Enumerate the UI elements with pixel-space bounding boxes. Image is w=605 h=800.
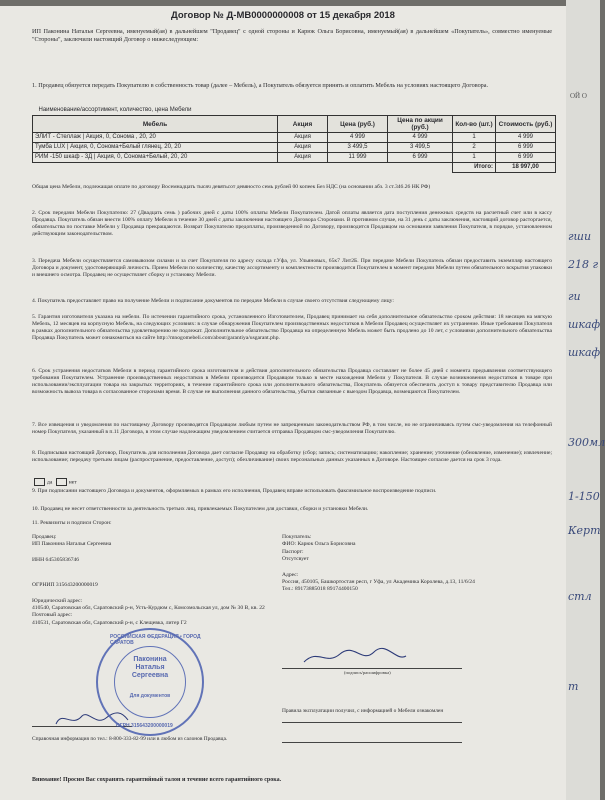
cell-qty: 2: [453, 143, 496, 153]
cell-item: ЭЛИТ - Стеллаж | Акция, 0, Сонома , 20, 20: [33, 133, 278, 143]
side-print-text: ОЙ О: [570, 92, 587, 100]
preamble: ИП Паконина Наталья Сергеевна, именуемый(ая) в дальнейшем "Продавец" с одной стороны и Карюк Ольга Борисовна, именуемый(ая) в дальнейшем «Покупатель», совместно именуемые "Стороны", заключили настоящий Договор о нижеследующем:: [32, 28, 552, 43]
header-cell: Кол-во (шт.): [453, 116, 496, 133]
cell-promo: Акция: [278, 143, 328, 153]
consent-no-label: нет: [68, 479, 77, 486]
cell-qty: 1: [453, 153, 496, 163]
side-note: гши: [568, 230, 592, 243]
buyer-label: Покупатель:: [282, 534, 312, 540]
header-cell: Цена по акции (руб.): [388, 116, 453, 133]
clause-2: 2. Срок передачи Мебели Покупателю: 27 (Двадцать семь ) рабочих дней с даты 100% оплаты Мебели Покупателем. Датой оплаты является дата поступления денежных средств на расчетный счет или в кассу Продавца. Покупатель обязан внести 100% оплату Мебели в течение 30 дней с даты заключения настоящего Договора Сторонами. В противном случае, на 31 день с даты заключения, настоящий договор расторгается, обязательства по поставке Мебели у Продавца прекращаются. Возврат Покупателю предоплаты, произведенной по Договору, производится Продавцом на основании заявления Покупателя, в порядке, установленном действующим законодательством.: [32, 210, 552, 237]
side-note: стл: [568, 590, 592, 603]
total-label: Итого:: [453, 163, 496, 173]
clause-7: 7. Все извещения и уведомления по настоящему Договору производятся Продавцом любым путем не запрещенным законодательством РФ, в том числе, но не ограничиваясь путем смс-уведомления на телефонный номер Покупателя, указанный в п.11 Договора, в этом случае надлежащим уведомлением считается отправка Продавцом смс-уведомления Покупателю.: [32, 422, 552, 435]
stamp-name: Паконина Наталья Сергеевна: [131, 656, 169, 679]
buyer-signature: [300, 646, 410, 668]
consent-no-checkbox[interactable]: [56, 478, 67, 486]
seller-label: Продавец:: [32, 534, 57, 540]
buyer-addr-label: Адрес:: [282, 571, 299, 578]
table-row: [33, 143, 556, 153]
clause-9: 9. При подписании настоящего Договора и документов, оформляемых в рамках его исполнения, Продавец вправе использовать факсимильное воспроизведение подписи.: [32, 488, 437, 494]
side-note: шкаф: [568, 346, 601, 359]
seller-legal-addr-label: Юридический адрес:: [32, 597, 83, 604]
table-row: [33, 133, 556, 143]
seller-name: ИП Паконина Наталья Сергеевна: [32, 541, 112, 548]
buyer-name: ФИО: Карюк Ольга Борисовна: [282, 541, 356, 548]
signature-caption: (подпись/расшифровка): [344, 670, 391, 675]
side-note: т: [568, 680, 579, 693]
total-text: Общая цена Мебели, подлежащая оплате по договору Восемнадцать тысяч девятьсот девяносто семь рублей 00 копеек Без НДС (на основании абз. 3 ст.346.26 НК РФ): [32, 184, 431, 190]
header-cell: Стоимость (руб.): [496, 116, 556, 133]
goods-table: [32, 106, 556, 173]
side-note: Керт: [568, 524, 601, 537]
reference-line: Справочная информация по тел.: 8-800-333-82-99 или в любом из салонов Продавца.: [32, 736, 228, 742]
side-note: шкаф: [568, 318, 601, 331]
table-caption: Наименование/ассортимент, количество, цена Мебели: [38, 107, 192, 113]
table-total-row: [33, 163, 556, 173]
buyer-passport: Паспорт:: [282, 548, 304, 555]
seller-details: [32, 534, 272, 627]
cell-cost: 4 999: [496, 133, 556, 143]
cell-promo: Акция: [278, 153, 328, 163]
header-cell: Акция: [278, 116, 328, 133]
consent-checkboxes: [32, 478, 552, 486]
buyer-passport-value: Отсутсвует: [282, 556, 309, 563]
consent-yes-checkbox[interactable]: [34, 478, 45, 486]
cell-promo-price: 6 999: [388, 153, 453, 163]
cell-item: РИМ -150 шкаф - 3Д | Акция, 0, Сонома+Белый, 20, 20: [33, 153, 278, 163]
buyer-signature-line: [282, 668, 462, 669]
clause-6: 6. Срок устранения недостатков Мебели в период гарантийного срока изготовителя и действия дополнительного обязательства Продавца составляет не более 45 дней с момента предъявления соответствующего требования Покупателем. Устранение производственных недостатков в Мебели производится Продавцом только в месте нахождения Мебели у Покупателя. В случае возникновения недостатков в товаре при использовании/эксплуатации товара на закрытых территориях, в течение гарантийного срока или дополнительного обязательства, Покупатель обязуется обеспечить доступ к товару представителю Продавца или возможность вывоза товара в согласованное сторонами время. В случае не выполнения данного обязательства, убытки связанные с выездом Продавца, возмещаются Покупателем.: [32, 368, 552, 395]
side-note: 1-150: [568, 490, 600, 503]
buyer-details: [282, 534, 552, 594]
cell-qty: 1: [453, 133, 496, 143]
side-note: 218 г: [568, 258, 599, 271]
footer-warning: Внимание! Просим Вас сохранять гарантийный талон и течение всего гарантийного срока.: [32, 777, 282, 783]
cell-price: 11 999: [328, 153, 388, 163]
clause-10: 10. Продавец не несет ответственности за деятельность третьих лиц, привлекаемых Покупателем для доставки, сборки и установки Мебели.: [32, 506, 369, 512]
seller-ogrn: ОГРНИП 315643200000019: [32, 582, 98, 589]
total-value: 18 997,00: [496, 163, 556, 173]
side-note: 300мл: [568, 436, 605, 449]
cell-promo-price: 3 499,5: [388, 143, 453, 153]
stamp-ring-bottom: ОГРН 315643200000019: [116, 723, 173, 729]
seller-post-addr: 410531, Саратовская обл, Саратовский р-н, с Клещевка, литер Г2: [32, 619, 187, 626]
info-received: Правила эксплуатации получил, с информацией о Мебели ознакомлен: [282, 708, 444, 714]
consent-yes-label: да: [47, 479, 53, 486]
seller-post-addr-label: Почтовый адрес:: [32, 612, 73, 619]
cell-price: 3 499,5: [328, 143, 388, 153]
cell-price: 4 999: [328, 133, 388, 143]
buyer-signature-line-2: [282, 722, 462, 723]
clause-8: 8. Подписывая настоящий Договор, Покупатель для исполнения Договора дает согласие Продавцу на обработку (сбор; запись; систематизацию; накопление; хранение; уточнение (обновление, изменение); извлечение; использование; передачу третьим лицам (распространение, предоставление, доступ); обезличивание) своих персональных данных указанных в Договоре. Настоящее согласие дается на срок 3 года.: [32, 450, 552, 463]
clause-5: 5. Гарантия изготовителя указана на мебели. По истечении гарантийного срока, установленного Изготовителем, Продавец принимает на себя дополнительное обязательство сроком действия: 18 месяцев на мягкую Мебель, 12 месяцев на корпусную Мебель, на следующих условиях: в случае обнаружения Покупателем производственных недостатков в Мебели Продавец осуществляет их устранение. Иные требования Покупателя в рамках дополнительного обязательства удовлетворению не подлежат. Дополнительное обязательство Продавца на определенную Мебель может быть продлено до 10 лет, с условиями дополнительного обязательства Продавца Покупатель может ознакомиться на сайте http://mnogomebeli.com/about/garantiya/usgarant.php.: [32, 314, 552, 341]
cell-promo: Акция: [278, 133, 328, 143]
table-header-row: [33, 116, 556, 133]
header-cell: Мебель: [33, 116, 278, 133]
clause-3: 3. Передача Мебели осуществляется самовывозом силами и за счет Покупателя по адресу склада г.Уфа, ул. Ульяновых, 65к7 Лит2Б. При передаче Мебели Покупатель обязан предоставить экземпляр настоящего Договора и документ, удостоверяющий личность. Прием Мебели по количеству, качеству ассортименту и комплектности производится Покупателем в момент передачи Мебели путем обязательного вскрытия упаковки и внешнего осмотра. Продавец не осуществляет сборку и установку Мебели.: [32, 258, 552, 278]
cell-cost: 6 999: [496, 153, 556, 163]
contract-page: [0, 6, 566, 800]
cell-item: Тумба LUX | Акция, 0, Сонома+Белый глянец, 20, 20: [33, 143, 278, 153]
seller-legal-addr: 410540, Саратовская обл, Саратовский р-н, Усть-Курдюм с, Комсомольская ул, дом № 30 В, кв. 22: [32, 605, 265, 612]
background-paper: [566, 0, 605, 800]
seller-inn: ИНН 645305836746: [32, 556, 80, 563]
buyer-addr: Россия, 450105, Башкортостан респ, г Уфа, ул Академика Королева, д.13, 11/6/24: [282, 579, 475, 586]
clause-1: 1. Продавец обязуется передать Покупателю в собственность товар (далее – Мебель), а Покупатель обязуется принять и оплатить Мебель на условиях настоящего Договора.: [32, 82, 489, 89]
clause-4: 4. Покупатель предоставляет право на получение Мебели и подписание документов по передаче Мебели в случае своего отсутствия следующему лицу:: [32, 298, 394, 304]
buyer-tel: Тел.: 89173885018 89174400150: [282, 586, 358, 593]
stamp-sub: Для документов: [129, 693, 171, 699]
stamp-ring-top: РОССИЙСКАЯ ФЕДЕРАЦИЯ • ГОРОД САРАТОВ: [110, 634, 201, 646]
clause-11: 11. Реквизиты и подписи Сторон:: [32, 520, 112, 526]
table-row: [33, 153, 556, 163]
header-cell: Цена (руб.): [328, 116, 388, 133]
contract-title: Договор № Д-МВ0000000008 от 15 декабря 2018: [171, 10, 395, 21]
cell-cost: 6 999: [496, 143, 556, 153]
seller-stamp: [96, 628, 204, 736]
side-note: ги: [568, 290, 581, 303]
cell-promo-price: 4 999: [388, 133, 453, 143]
